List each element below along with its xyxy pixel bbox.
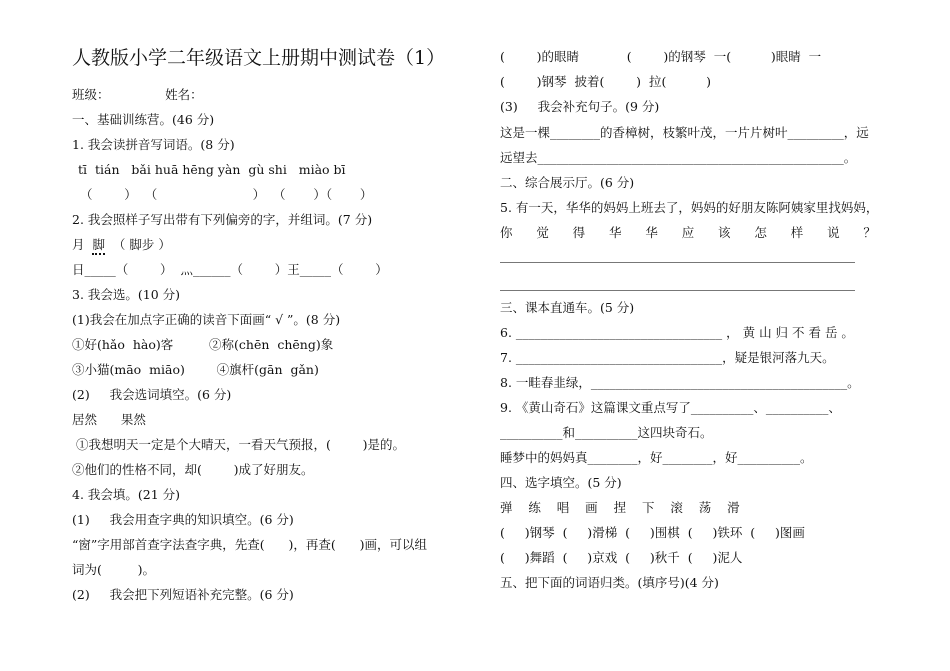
question-2-example — [72, 236, 171, 254]
question-3-2-a: ①我想明天一定是个大晴天，一看天气预报，( )是的。 — [72, 437, 406, 452]
question-8: 8. 一畦春韭绿，_________________________________________。 — [500, 375, 860, 390]
question-6: 6. _________________________________ ， 黄 山 归 不 看 岳 。 — [500, 325, 854, 340]
section-3-heading: 三、课本直通车。(5 分) — [500, 300, 635, 315]
example-word: （ 脚步 ） — [104, 237, 171, 252]
question-2: 2. 我会照样子写出带有下列偏旁的字，并组词。(7 分) — [72, 212, 373, 227]
word-choices: 居然 果然 — [72, 412, 146, 427]
question-9: 9. 《黄山奇石》这篇课文重点写了__________、__________、 — [500, 400, 841, 415]
answer-line-1 — [500, 262, 855, 263]
question-4-3: (3) 我会补充句子。(9 分) — [500, 99, 660, 114]
question-4: 4. 我会填。(21 分) — [72, 487, 181, 502]
section-5-heading: 五、把下面的词语归类。(填序号)(4 分) — [500, 575, 719, 590]
question-3-1-row-b: ③小猫(māo miāo) ④旗杆(gān gǎn) — [72, 362, 319, 377]
pinyin-answer-brackets: （ ） （ ） （ ）（ ） — [80, 187, 373, 202]
word-bank: 弹 练 唱 画 捏 下 滚 荡 滑 — [500, 500, 740, 515]
question-1: 1. 我会读拼音写词语。(8 分) — [72, 137, 235, 152]
question-5-cont: 你 觉 得 华 华 应 该 怎 样 说 ？ — [500, 225, 876, 240]
right-line-1: ( )的眼睛 ( )的钢琴 一( )眼睛 一 — [500, 49, 822, 64]
class-name-line: 班级： 姓名： — [72, 87, 203, 102]
question-3-2: (2) 我会选词填空。(6 分) — [72, 387, 232, 402]
sentence-blank-1: 这是一棵________的香樟树，枝繁叶茂，一片片树叶_________，远 — [500, 125, 869, 140]
question-7: 7. _________________________________，疑是银河落九天。 — [500, 350, 835, 365]
question-3-1: (1)我会在加点字正确的读音下面画“ √ ”。(8 分) — [72, 312, 341, 327]
example-character: 脚 — [92, 237, 105, 255]
question-4-1-a: “窗”字用部首查字法查字典，先查( )，再查( )画，可以组 — [72, 537, 427, 552]
fill-row-2: ( )舞蹈 ( )京戏 ( )秋千 ( )泥人 — [500, 550, 743, 565]
question-3: 3. 我会选。(10 分) — [72, 287, 181, 302]
question-4-1: (1) 我会用查字典的知识填空。(6 分) — [72, 512, 294, 527]
section-1-heading: 一、基础训练营。(46 分) — [72, 112, 215, 127]
fill-row-1: ( )钢琴 ( )滑梯 ( )围棋 ( )铁环 ( )图画 — [500, 525, 805, 540]
question-5: 5. 有一天，华华的妈妈上班去了，妈妈的好朋友陈阿姨家里找妈妈， — [500, 200, 879, 215]
right-line-2: ( )钢琴 披着( ) 拉( ) — [500, 74, 711, 89]
question-9-cont: __________和__________这四块奇石。 — [500, 425, 713, 440]
section-2-heading: 二、综合展示厅。(6 分) — [500, 175, 635, 190]
question-2-blanks: 日_____（ ） 灬______（ ）王_____（ ） — [72, 262, 388, 277]
question-3-2-b: ②他们的性格不同，却( )成了好朋友。 — [72, 462, 314, 477]
page-title: 人教版小学二年级语文上册期中测试卷（1） — [72, 47, 446, 69]
sleeping-mother-line: 睡梦中的妈妈真________，好________，好__________。 — [500, 450, 813, 465]
question-3-1-row-a: ①好(hǎo hào)客 ②称(chēn chēng)象 — [72, 337, 334, 352]
sentence-blank-2: 远望去_________________________________________________。 — [500, 150, 857, 165]
question-4-1-b: 词为( )。 — [72, 562, 156, 577]
answer-line-2 — [500, 290, 855, 291]
section-4-heading: 四、选字填空。(5 分) — [500, 475, 622, 490]
example-radical: 月 — [72, 237, 93, 252]
question-4-2: (2) 我会把下列短语补充完整。(6 分) — [72, 587, 294, 602]
pinyin-row: tī tián bǎi huā hēng yàn gù shi miào bī — [78, 162, 346, 177]
